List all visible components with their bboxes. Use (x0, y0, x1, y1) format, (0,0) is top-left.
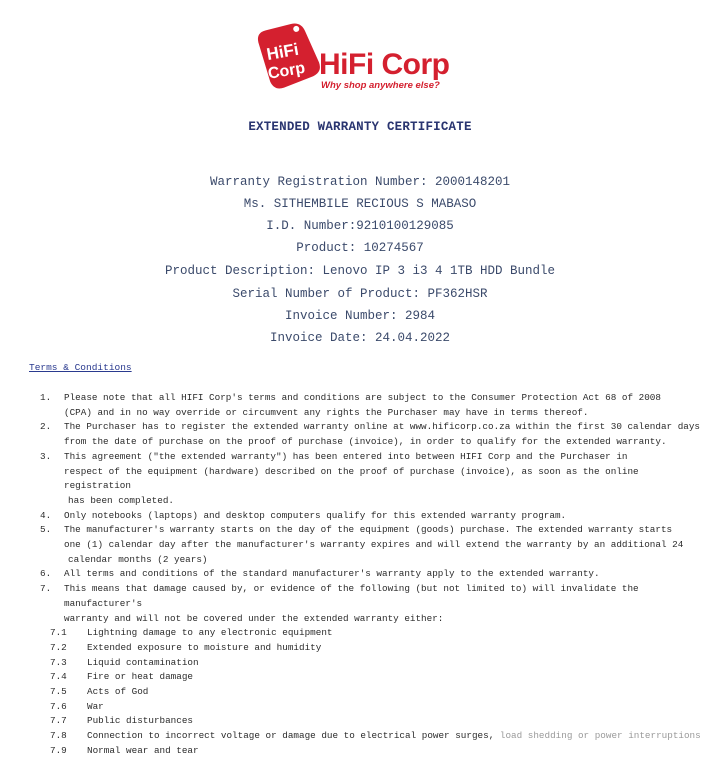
term-item (0, 582, 720, 626)
logo-badge-line2: Corp (266, 59, 307, 83)
logo-badge-line1: HiFi (265, 39, 301, 65)
subterm-text: Liquid contamination (87, 656, 199, 668)
term-line: from the date of purchase on the proof of purchase (invoice), in order to qualify for the extended warranty. (64, 436, 667, 448)
subterm-text: Lightning damage to any electronic equipment (87, 627, 333, 639)
term-line: respect of the equipment (hardware) described on the proof of purchase (invoice), as soon as the online registration (64, 465, 639, 492)
invoice-number: Invoice Number: 2984 (284, 309, 436, 323)
term-line: (CPA) and in no way override or circumvent any rights the Purchaser may have in terms thereof. (64, 406, 589, 418)
serial-number: Serial Number of Product: PF362HSR (232, 287, 488, 301)
terms-heading[interactable]: Terms & Conditions (29, 362, 132, 373)
term-item (0, 523, 720, 567)
term-number: 4. (40, 509, 52, 521)
subterm-number: 7.1 (50, 627, 67, 639)
subterm-number: 7.4 (50, 671, 67, 683)
invoice-date: Invoice Date: 24.04.2022 (269, 331, 451, 345)
subterm-item (0, 744, 720, 759)
term-line: The manufacturer's warranty starts on the day of the equipment (goods) purchase. The extended warranty starts (64, 524, 673, 536)
term-line: one (1) calendar day after the manufacturer's warranty expires and will extend the warranty by an additional 24 (64, 539, 684, 551)
hifi-corp-logo (255, 14, 475, 100)
subterm-text: Normal wear and tear (87, 744, 199, 756)
product-description: Product Description: Lenovo IP 3 i3 4 1TB HDD Bundle (164, 264, 556, 278)
term-number: 3. (40, 450, 52, 462)
term-item (0, 450, 720, 509)
term-line: This means that damage caused by, or evidence of the following (but not limited to) will invalidate the manufacturer's (64, 583, 639, 609)
product-code: Product: 10274567 (296, 241, 424, 255)
subterm-number: 7.8 (50, 730, 67, 742)
subterm-number: 7.3 (50, 656, 67, 668)
term-line: calendar months (2 years) (68, 553, 208, 565)
logo-tagline: Why shop anywhere else? (321, 80, 440, 91)
certificate-title: EXTENDED WARRANTY CERTIFICATE (248, 120, 472, 134)
subterm-number: 7.7 (50, 715, 67, 727)
subterm-number: 7.5 (50, 686, 67, 698)
term-number: 2. (40, 421, 52, 433)
term-number: 6. (40, 568, 52, 580)
subterm-text: Fire or heat damage (87, 671, 194, 683)
subterm-text: Connection to incorrect voltage or damage due to electrical power surges, (87, 730, 495, 742)
term-number: 5. (40, 524, 52, 536)
subterm-item (0, 700, 720, 715)
logo-wordmark: HiFi Corp (319, 48, 450, 81)
term-line: has been completed. (68, 494, 175, 506)
subterm-text: Public disturbances (87, 715, 194, 727)
term-item (0, 391, 720, 420)
term-line: This agreement ("the extended warranty") has been entered into between HIFI Corp and the Purchaser in (64, 450, 628, 462)
subterm-text: War (87, 700, 104, 712)
subterm-item (0, 656, 720, 671)
subterm-text-faded: load shedding or power interruptions (499, 730, 701, 742)
term-line: Please note that all HIFI Corp's terms and conditions are subject to the Consumer Protection Act 68 of 2008 (64, 392, 661, 403)
subterm-number: 7.9 (50, 744, 67, 756)
subterm-number: 7.2 (50, 641, 67, 653)
term-number: 1. (40, 392, 52, 403)
subterm-item (0, 626, 720, 641)
customer-name: Ms. SITHEMBILE RECIOUS S MABASO (243, 197, 477, 211)
subterm-item (0, 670, 720, 685)
term-item (0, 420, 720, 449)
subterm-item (0, 685, 720, 700)
term-item (0, 567, 720, 582)
subterm-item (0, 729, 720, 744)
subterm-text: Extended exposure to moisture and humidity (87, 641, 322, 653)
term-line: All terms and conditions of the standard manufacturer's warranty apply to the extended warranty. (64, 568, 600, 580)
subterm-text: Acts of God (87, 686, 149, 698)
term-line: The Purchaser has to register the extended warranty online at www.hificorp.co.za within the first 30 calendar days (64, 421, 701, 433)
term-line: warranty and will not be covered under the extended warranty either: (64, 612, 444, 624)
terms-list (0, 391, 720, 759)
term-item (0, 509, 720, 524)
warranty-registration-number: Warranty Registration Number: 2000148201 (209, 175, 511, 189)
term-line: Only notebooks (laptops) and desktop computers qualify for this extended warranty program. (64, 509, 567, 521)
id-number: I.D. Number:9210100129085 (266, 219, 454, 233)
subterm-item (0, 714, 720, 729)
subterm-item (0, 641, 720, 656)
subterm-number: 7.6 (50, 700, 67, 712)
term-number: 7. (40, 583, 52, 595)
